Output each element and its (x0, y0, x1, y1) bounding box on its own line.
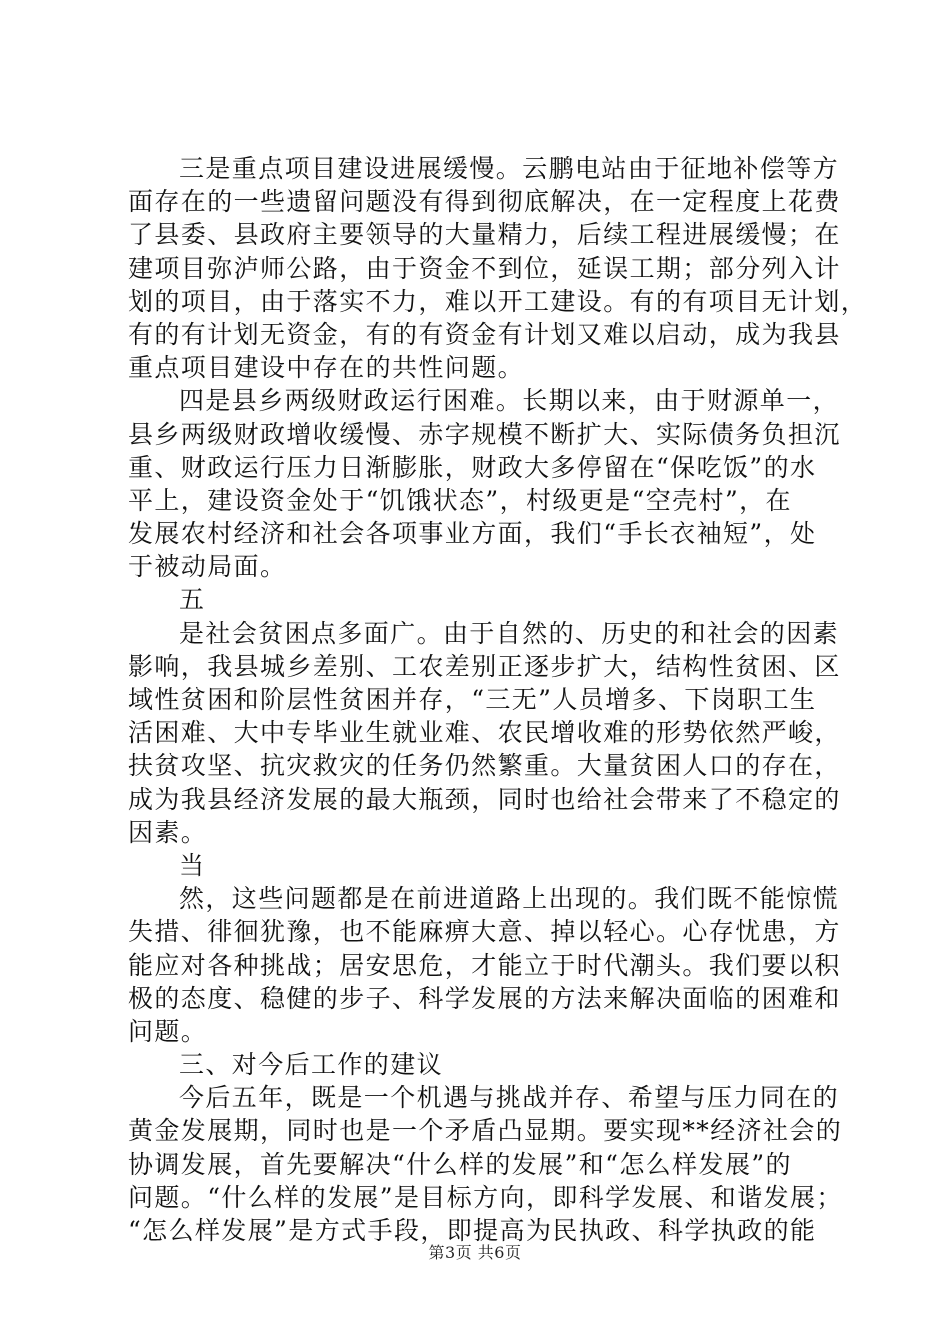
text-line: 平上，建设资金处于“饥饿状态”，村级更是“空壳村”，在 (128, 485, 792, 515)
text-line: 五 (179, 585, 206, 615)
text-line: 然，这些问题都是在前进道路上出现的。我们既不能惊慌 (179, 884, 840, 914)
text-line: “怎么样发展”是方式手段，即提高为民执政、科学执政的能 (128, 1216, 817, 1245)
text-line: 三是重点项目建设进展缓慢。云鹏电站由于征地补偿等方 (179, 154, 840, 183)
text-line: 有的有计划无资金，有的有资金有计划又难以启动，成为我县 (128, 319, 841, 349)
text-line: 因素。 (128, 817, 208, 847)
text-line: 扶贫攻坚、抗灾救灾的任务仍然繁重。大量贫困人口的存在， (128, 751, 841, 781)
text-line: 是社会贫困点多面广。由于自然的、历史的和社会的因素 (179, 618, 840, 648)
text-line: 县乡两级财政增收缓慢、赤字规模不断扩大、实际债务负担沉 (128, 419, 841, 449)
document-body (128, 152, 868, 1247)
text-line: 活困难、大中专毕业生就业难、农民增收难的形势依然严峻， (128, 718, 841, 748)
text-line: 协调发展，首先要解决“什么样的发展”和“怎么样发展”的 (128, 1149, 792, 1179)
text-line: 黄金发展期，同时也是一个矛盾凸显期。要实现**经济社会的 (128, 1116, 843, 1146)
page-footer: 第3页 共6页 (428, 1243, 522, 1262)
text-line: 当 (179, 850, 206, 880)
text-line: 面存在的一些遗留问题没有得到彻底解决，在一定程度上花费 (128, 187, 841, 217)
text-line: 能应对各种挑战；居安思危，才能立于时代潮头。我们要以积 (128, 950, 841, 980)
text-line: 问题。 (128, 1016, 208, 1046)
text-line: 于被动局面。 (128, 552, 287, 582)
text-line: 极的态度、稳健的步子、科学发展的方法来解决面临的困难和 (128, 983, 841, 1013)
text-line: 重、财政运行压力日渐膨胀，财政大多停留在“保吃饭”的水 (128, 452, 817, 482)
text-line: 问题。“什么样的发展”是目标方向，即科学发展、和谐发展； (128, 1182, 843, 1212)
text-line: 成为我县经济发展的最大瓶颈，同时也给社会带来了不稳定的 (128, 784, 841, 814)
text-line: 失措、徘徊犹豫，也不能麻痹大意、掉以轻心。心存忧患，方 (128, 917, 841, 947)
text-line: 域性贫困和阶层性贫困并存，“三无”人员增多、下岗职工生 (128, 685, 817, 714)
text-line: 发展农村经济和社会各项事业方面，我们“手长衣袖短”，处 (128, 519, 817, 549)
text-line: 建项目弥泸师公路，由于资金不到位，延误工期；部分列入计 (128, 253, 841, 283)
text-line: 今后五年，既是一个机遇与挑战并存、希望与压力同在的 (179, 1083, 840, 1113)
text-line: 了县委、县政府主要领导的大量精力，后续工程进展缓慢；在 (128, 220, 841, 250)
text-line: 四是县乡两级财政运行困难。长期以来，由于财源单一， (179, 386, 840, 416)
text-line: 重点项目建设中存在的共性问题。 (128, 353, 525, 383)
text-line: 划的项目，由于落实不力，难以开工建设。有的有项目无计划， (128, 286, 868, 316)
text-line: 影响，我县城乡差别、工农差别正逐步扩大，结构性贫困、区 (128, 651, 841, 681)
text-line: 三、对今后工作的建议 (179, 1050, 444, 1080)
